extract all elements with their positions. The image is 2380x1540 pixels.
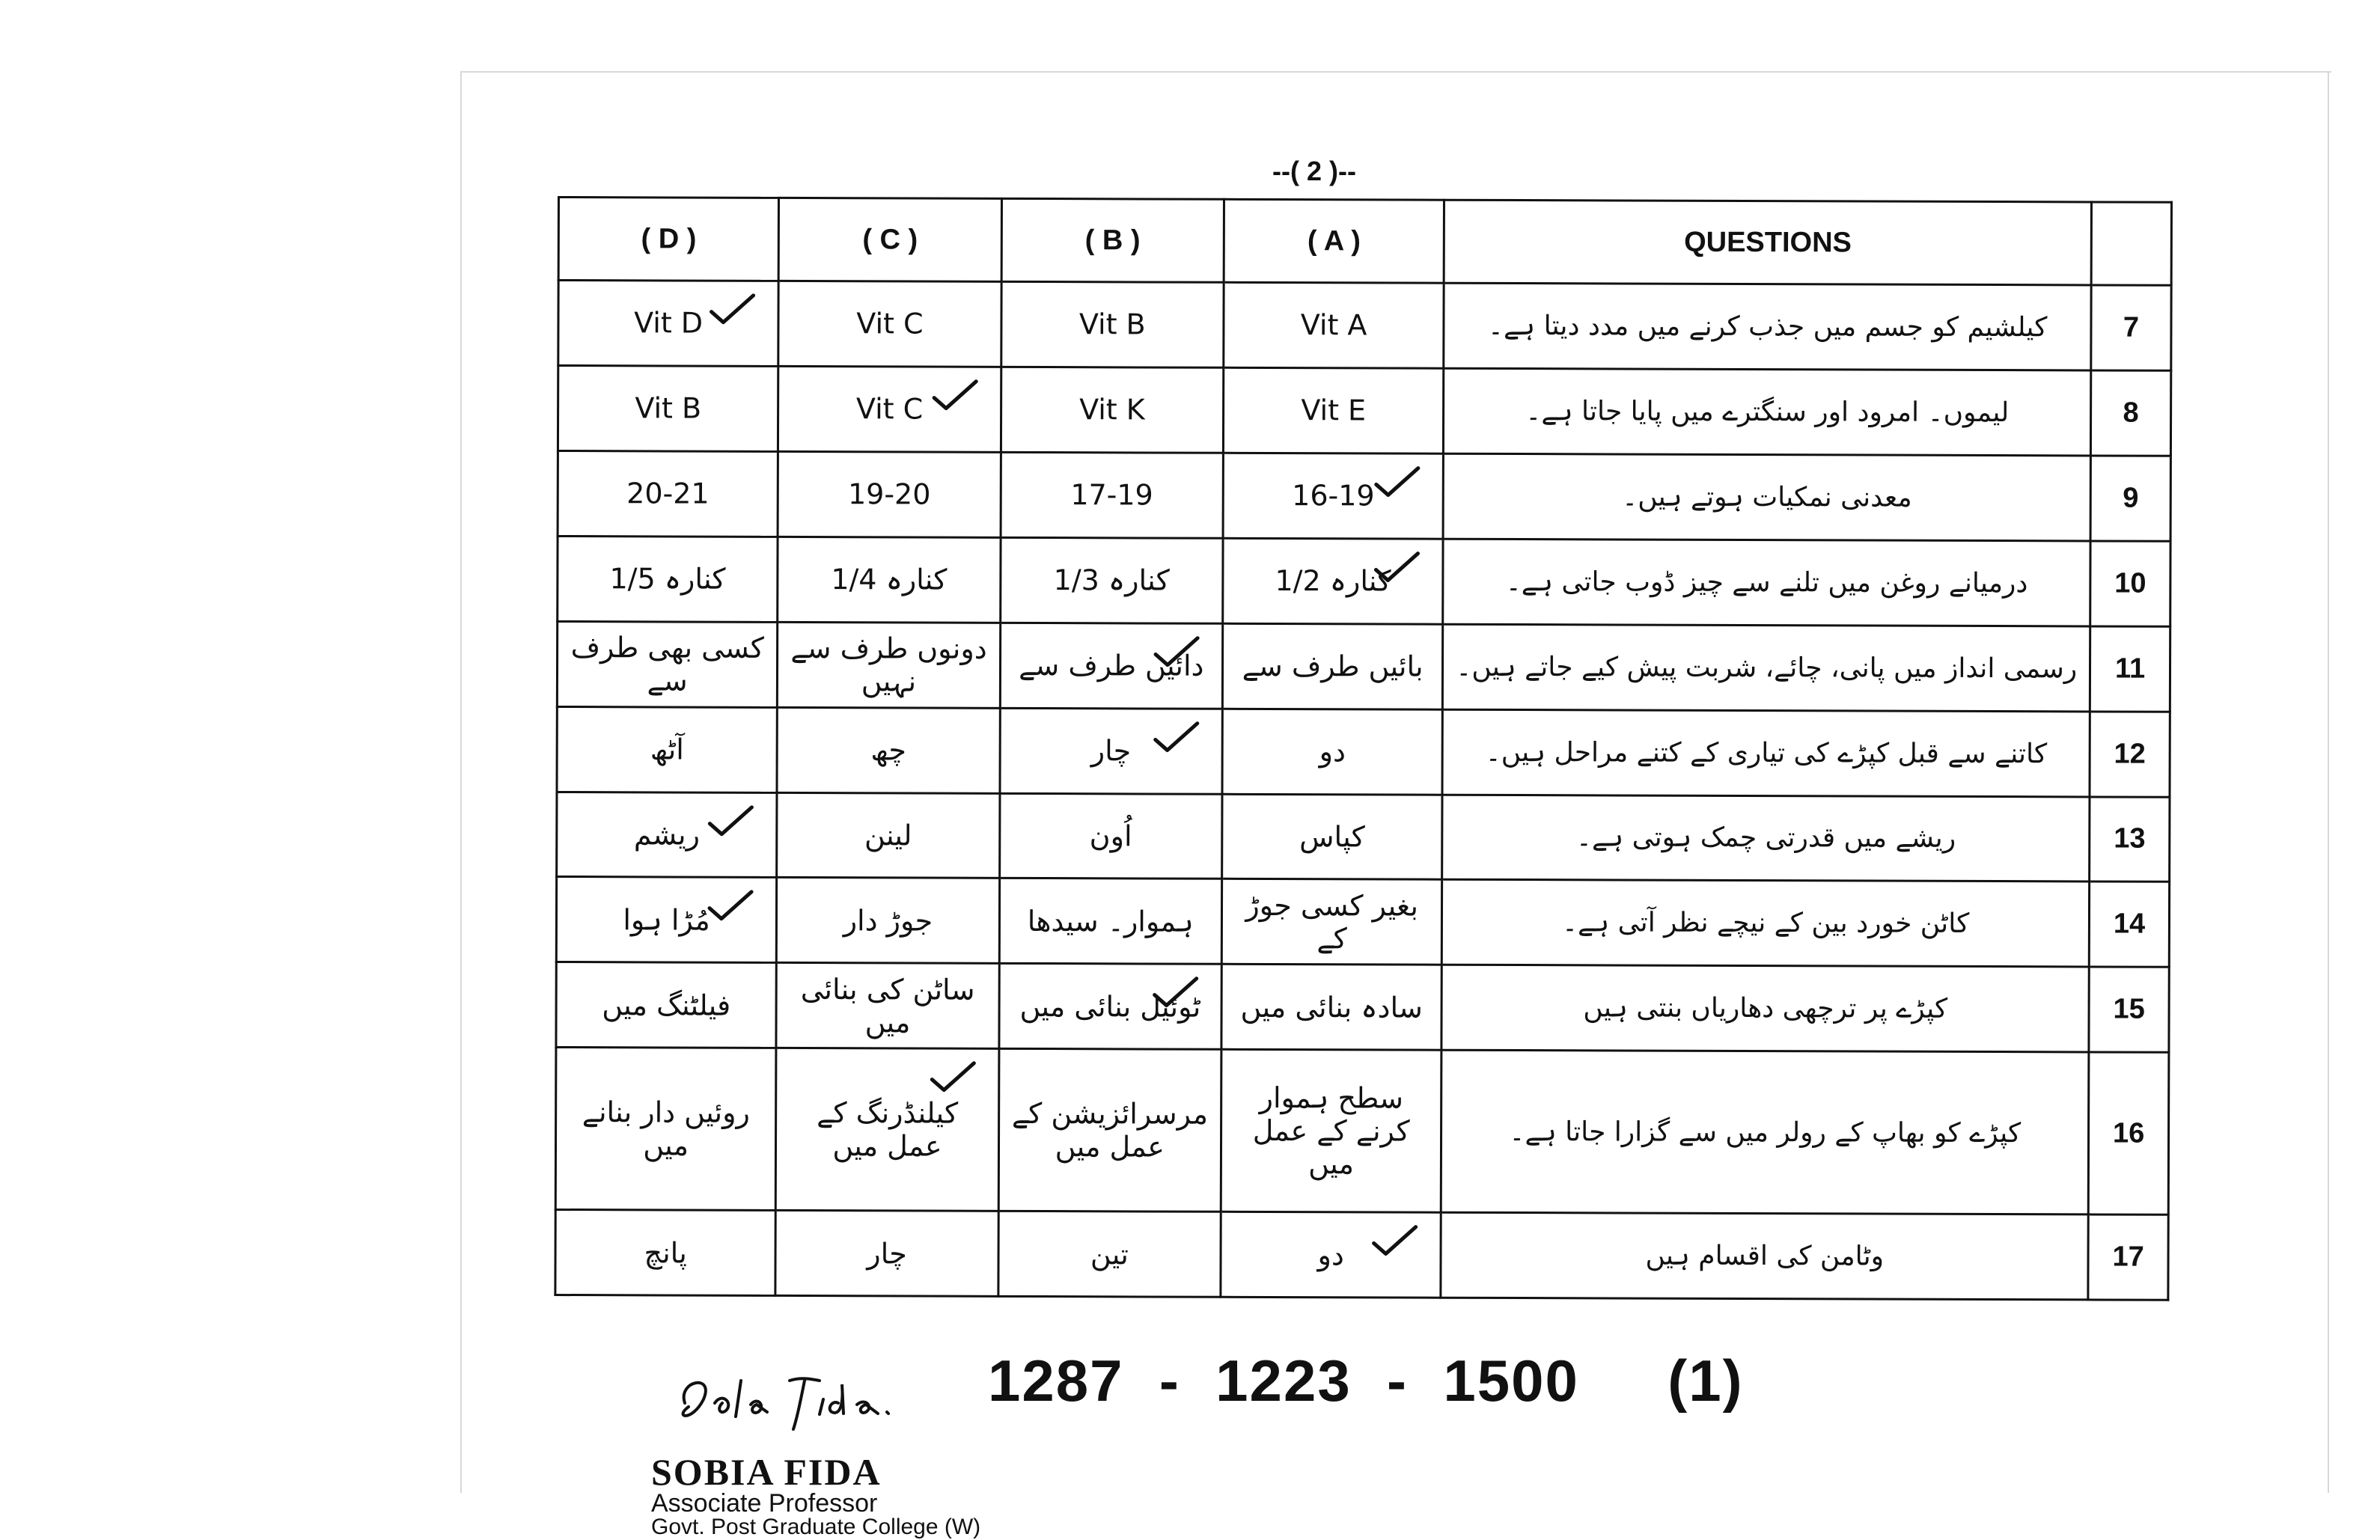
question-number: 14 <box>2089 881 2169 967</box>
option-c-cell <box>776 1048 999 1211</box>
table-row <box>557 792 2170 882</box>
paper-code: 1287 - 1223 - 1500 (1) <box>988 1348 1744 1414</box>
option-d-text: پانچ <box>644 1235 687 1270</box>
option-d-text: 20-21 <box>626 477 710 510</box>
option-a-text: 16-19 <box>1292 479 1375 513</box>
option-c-text: لینن <box>864 819 912 852</box>
table-row <box>555 1210 2168 1301</box>
option-c-cell <box>778 366 1001 452</box>
option-c-cell <box>778 537 1001 623</box>
option-d-text: آٹھ <box>650 733 684 766</box>
option-d-cell <box>558 365 778 451</box>
option-b-cell <box>999 793 1222 879</box>
option-c-text: چار <box>867 1236 907 1270</box>
question-text: کاٹن خورد بین کے نیچے نظر آتی ہے۔ <box>1442 880 2090 968</box>
option-d-cell <box>558 450 778 537</box>
question-number: 12 <box>2090 712 2170 797</box>
option-a-cell <box>1221 879 1442 965</box>
checkmark-icon <box>709 293 757 326</box>
stamp-name: SOBIA FIDA <box>651 1451 882 1493</box>
option-d-cell <box>558 536 778 622</box>
question-text: ریشے میں قدرتی چمک ہوتی ہے۔ <box>1442 795 2090 882</box>
option-a-text: Vit E <box>1301 394 1367 427</box>
option-b-text: تین <box>1090 1237 1129 1271</box>
question-number: 17 <box>2088 1214 2168 1300</box>
option-a-text: سطح ہموار کرنے کے عمل میں <box>1252 1081 1410 1181</box>
option-c-cell <box>775 1210 998 1296</box>
option-b-cell <box>1001 452 1224 538</box>
option-a-text: سادہ بنائی میں <box>1240 990 1424 1024</box>
header-number <box>2091 202 2171 285</box>
option-c-text: چھ <box>870 733 906 767</box>
option-a-cell <box>1224 282 1444 368</box>
question-text: رسمی انداز میں پانی، چائے، شربت پیش کیے جاتے ہیں۔ <box>1443 624 2090 712</box>
table-row <box>556 877 2169 968</box>
option-d-text: فیلٹنگ میں <box>602 989 731 1022</box>
question-text: درمیانے روغن میں تلنے سے چیز ڈوب جاتی ہے۔ <box>1443 539 2090 626</box>
option-a-text: Vit A <box>1300 308 1367 342</box>
table-row <box>555 1048 2169 1215</box>
option-a-cell <box>1223 538 1444 624</box>
option-d-cell <box>556 962 777 1048</box>
option-a-cell <box>1223 453 1444 539</box>
question-rows <box>555 281 2171 1301</box>
option-c-text: کیلنڈرنگ کے عمل میں <box>817 1096 959 1163</box>
option-c-text: جوڑ دار <box>843 904 933 938</box>
option-c-cell <box>776 963 999 1049</box>
option-c-cell <box>777 707 1000 793</box>
option-d-text: مُڑا ہوا <box>623 903 710 937</box>
option-b-cell <box>1001 281 1224 367</box>
question-text: کاتنے سے قبل کپڑے کی تیاری کے کتنے مراحل ہیں۔ <box>1442 709 2090 797</box>
option-c-cell <box>777 878 1000 964</box>
scan-margin-line <box>460 71 462 1493</box>
option-d-text: ریشم <box>633 818 701 852</box>
option-c-text: دونوں طرف سے نہیں <box>790 632 987 698</box>
option-a-cell <box>1221 1211 1441 1298</box>
option-c-cell <box>778 622 1001 708</box>
table-row <box>557 706 2170 797</box>
table-row <box>558 365 2170 456</box>
option-a-cell <box>1223 367 1444 453</box>
question-text: کیلشیم کو جسم میں جذب کرنے میں مدد دیتا ہے۔ <box>1444 283 2091 370</box>
option-d-text: Vit B <box>635 391 702 425</box>
option-c-text: 19-20 <box>847 477 931 511</box>
question-text: کپڑے پر ترچھی دھاریاں بنتی ہیں <box>1441 965 2089 1053</box>
header-row <box>558 198 2171 286</box>
page-number: --( 2 )-- <box>1272 156 1356 186</box>
checkmark-icon <box>707 804 755 837</box>
question-number: 15 <box>2089 967 2169 1052</box>
option-d-cell <box>558 281 779 367</box>
checkmark-icon <box>707 889 754 922</box>
question-number: 9 <box>2090 456 2170 541</box>
option-b-cell <box>999 964 1222 1050</box>
signature <box>670 1358 954 1440</box>
checkmark-icon <box>931 378 979 411</box>
option-a-text: بغیر کسی جوڑ کے <box>1245 888 1419 956</box>
option-c-cell <box>778 451 1001 537</box>
option-c-cell <box>778 281 1001 367</box>
scan-margin-line <box>460 71 2331 73</box>
header-option-c: ( C ) <box>778 198 1001 281</box>
header-option-b: ( B ) <box>1001 198 1224 282</box>
option-b-text: Vit K <box>1079 393 1145 427</box>
option-b-text: 17-19 <box>1070 478 1153 512</box>
option-b-text: ٹوئیل بنائی میں <box>1019 989 1201 1024</box>
option-b-text: 1/3 کنارہ <box>1053 563 1170 597</box>
option-b-text: دائیں طرف سے <box>1019 649 1204 682</box>
option-b-text: Vit B <box>1078 308 1146 341</box>
option-a-cell <box>1221 1050 1441 1213</box>
checkmark-icon <box>1153 720 1200 753</box>
option-a-cell <box>1221 965 1442 1051</box>
table-row <box>557 621 2170 712</box>
question-text: لیموں۔ امرود اور سنگترے میں پایا جاتا ہے۔ <box>1444 368 2091 456</box>
option-d-cell <box>557 621 778 707</box>
question-number: 16 <box>2088 1052 2169 1214</box>
option-a-text: دو <box>1319 735 1346 769</box>
option-d-cell <box>555 1210 776 1296</box>
option-b-text: ہموار۔ سیدھا <box>1027 904 1194 938</box>
header-option-d: ( D ) <box>558 198 779 281</box>
question-number: 10 <box>2090 541 2170 626</box>
header-questions: QUESTIONS <box>1444 200 2091 285</box>
option-b-cell <box>1000 623 1223 709</box>
option-d-cell <box>555 1048 776 1211</box>
option-c-text: ساٹن کی بنائی میں <box>800 972 975 1039</box>
checkmark-icon <box>1373 550 1421 583</box>
option-a-cell <box>1222 794 1443 880</box>
checkmark-icon <box>929 1060 977 1093</box>
option-d-cell <box>557 706 778 792</box>
scan-margin-line <box>2328 71 2329 1493</box>
option-b-cell <box>1001 367 1224 453</box>
option-d-text: 1/5 کنارہ <box>609 562 726 596</box>
question-number: 8 <box>2091 370 2171 456</box>
option-c-cell <box>777 792 1000 879</box>
option-b-cell <box>999 879 1222 965</box>
checkmark-icon <box>1153 635 1200 667</box>
checkmark-icon <box>1371 1223 1419 1256</box>
table-row <box>556 962 2169 1053</box>
option-d-text: Vit D <box>634 306 704 340</box>
option-b-cell <box>998 1211 1221 1297</box>
stamp-college: Govt. Post Graduate College (W) <box>651 1515 981 1539</box>
header-option-a: ( A ) <box>1224 199 1444 283</box>
option-b-cell <box>998 1049 1221 1212</box>
checkmark-icon <box>1152 976 1200 1009</box>
option-a-cell <box>1222 709 1443 795</box>
option-a-cell <box>1222 623 1443 709</box>
table-row <box>558 536 2170 626</box>
option-c-text: Vit C <box>856 307 924 340</box>
table-row <box>558 281 2171 371</box>
option-c-text: Vit C <box>855 392 924 426</box>
option-b-text: اُون <box>1089 819 1132 853</box>
checkmark-icon <box>1373 465 1421 498</box>
option-b-cell <box>1000 537 1223 623</box>
stamp-title: Associate Professor <box>651 1489 878 1518</box>
option-a-text: کپاس <box>1299 820 1365 854</box>
question-number: 13 <box>2090 796 2170 881</box>
option-a-text: بائیں طرف سے <box>1242 650 1424 683</box>
question-number: 11 <box>2090 626 2170 712</box>
option-d-cell <box>556 877 777 963</box>
option-b-text: چار <box>1090 734 1132 768</box>
table-row <box>558 450 2170 541</box>
question-text: معدنی نمکیات ہوتے ہیں۔ <box>1443 453 2090 541</box>
option-d-text: روئیں دار بنانے میں <box>582 1096 750 1162</box>
option-c-text: 1/4 کنارہ <box>831 563 948 596</box>
option-d-text: کسی بھی طرف سے <box>570 631 764 697</box>
question-text: کپڑے کو بھاپ کے رولر میں سے گزارا جاتا ہے۔ <box>1441 1051 2089 1214</box>
option-b-cell <box>1000 708 1223 794</box>
option-d-cell <box>557 792 778 878</box>
option-b-text: مرسرائزیشن کے عمل میں <box>1011 1097 1209 1164</box>
option-a-text: 1/2 کنارہ <box>1275 564 1391 598</box>
option-a-text: دو <box>1317 1238 1344 1271</box>
question-number: 7 <box>2091 285 2171 370</box>
mcq-table <box>554 196 2173 1301</box>
question-text: وٹامن کی اقسام ہیں <box>1441 1212 2088 1300</box>
